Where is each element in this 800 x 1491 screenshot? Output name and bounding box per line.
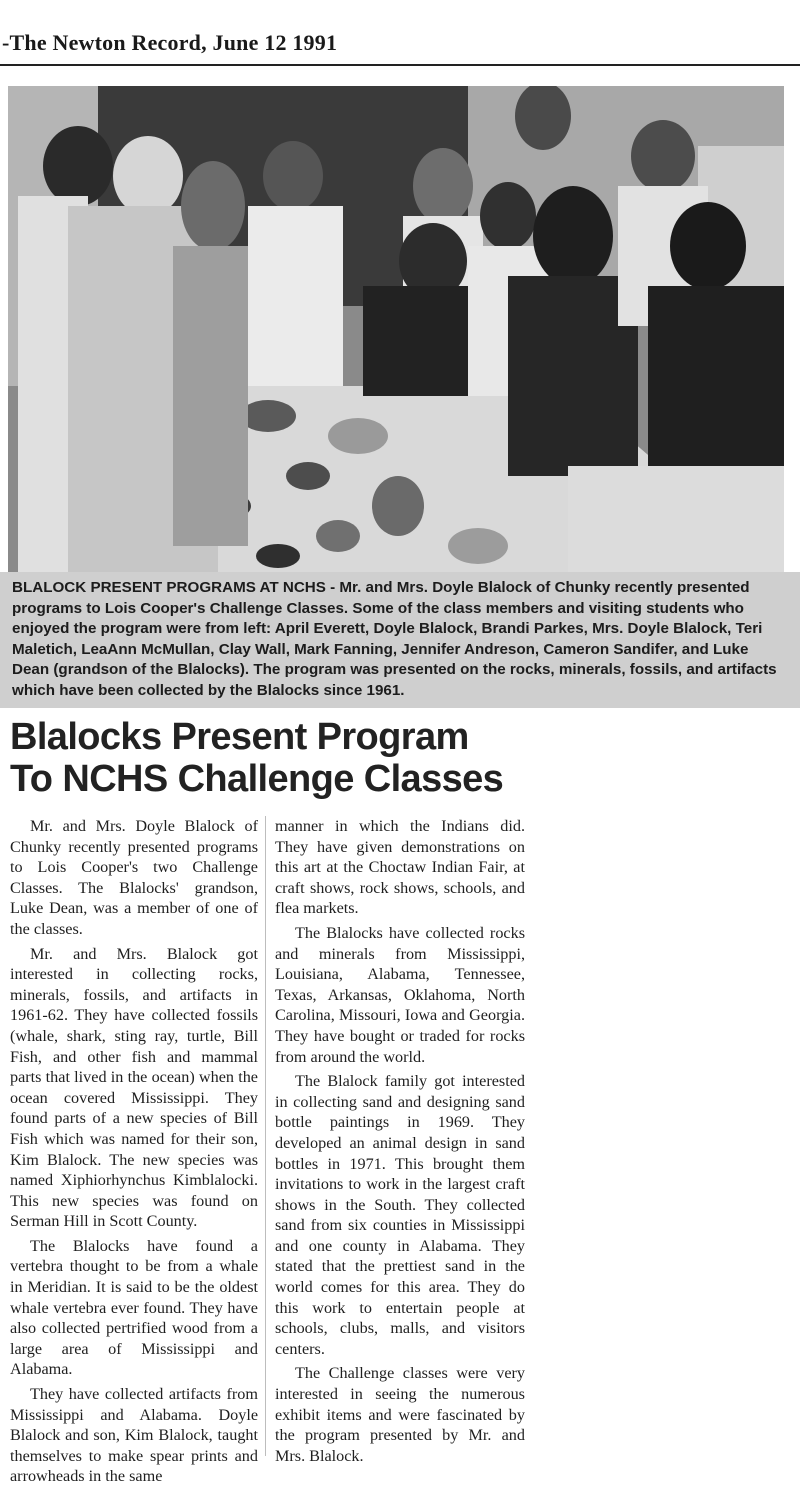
article-paragraph: The Blalock family got interested in collecting sand and designing sand bottle paintings in 1969. They developed an animal design in sand bottles in 1971. This brought them invitations to work in the largest craft shows in the South. They collected sand from six counties in Mississippi and one county in Alabama. They stated that the prettiest sand in the world comes for this area. They do this work to entertain people at schools, clubs, malls, and visitors centers. <box>275 1072 525 1358</box>
article-headline <box>10 716 530 800</box>
headline-line-1: Blalocks Present Program <box>10 716 469 758</box>
article-paragraph: manner in which the Indians did. They have given demonstrations on this art at the Choctaw Indian Fair, at craft shows, rock shows, schools, and flea markets. <box>275 817 525 918</box>
photo-illustration <box>8 86 784 572</box>
article-column-left <box>10 816 258 1491</box>
photo-caption: BLALOCK PRESENT PROGRAMS AT NCHS - Mr. and Mrs. Doyle Blalock of Chunky recently presented programs to Lois Cooper's Challenge Classes. Some of the class members and visiting students who enjoyed the program were from left: April Everett, Doyle Blalock, Brandi Parkes, Mrs. Doyle Blalock, Teri Maletich, LeaAnn McMullan, Clay Wall, Mark Fanning, Jennifer Andreson, Cameron Sandifer, and Luke Dean (grandson of the Blalocks). The program was presented on the rocks, minerals, fossils, and artifacts which have been collected by the Blalocks since 1961. <box>12 579 777 699</box>
article-paragraph: Mr. and Mrs. Blalock got interested in collecting rocks, minerals, fossils, and artifacts in 1961-62. They have collected fossils (whale, shark, sting ray, turtle, Bill Fish, and other fish and mammal parts that lived in the ocean) when the ocean covered Mississippi. They found parts of a new species of Bill Fish which was named for their son, Kim Blalock. The new species was named Xiphiorhynchus Kimblalocki. This new species was found on Serman Hill in Scott County. <box>10 944 258 1231</box>
column-divider <box>265 816 266 1456</box>
headline-line-2: To NCHS Challenge Classes <box>10 758 504 800</box>
article-paragraph: The Challenge classes were very interested in seeing the numerous exhibit items and were fascinated by the program presented by Mr. and Mrs. Blalock. <box>275 1364 525 1465</box>
blank-area <box>530 708 800 1459</box>
article-column-right <box>275 816 525 1470</box>
newspaper-masthead: -The Newton Record, June 12 1991 <box>2 30 338 55</box>
news-photo <box>8 86 784 572</box>
masthead-rule <box>0 64 800 66</box>
article-paragraph: They have collected artifacts from Mississippi and Alabama. Doyle Blalock and son, Kim Blalock, taught themselves to make spear prints and arrowheads in the same <box>10 1385 258 1486</box>
article-paragraph: The Blalocks have found a vertebra thought to be from a whale in Meridian. It is said to be the oldest whale vertebra ever found. They have also collected pertrified wood from a large area of Mississippi and Alabama. <box>10 1236 258 1379</box>
article-paragraph: Mr. and Mrs. Doyle Blalock of Chunky recently presented programs to Lois Cooper's two Challenge Classes. The Blalocks' grandson, Luke Dean, was a member of one of the classes. <box>10 817 258 938</box>
article-paragraph: The Blalocks have collected rocks and minerals from Mississippi, Louisiana, Alabama, Tennessee, Texas, Arkansas, Oklahoma, North Carolina, Missouri, Iowa and Georgia. They have bought or traded for rocks from around the world. <box>275 923 525 1066</box>
